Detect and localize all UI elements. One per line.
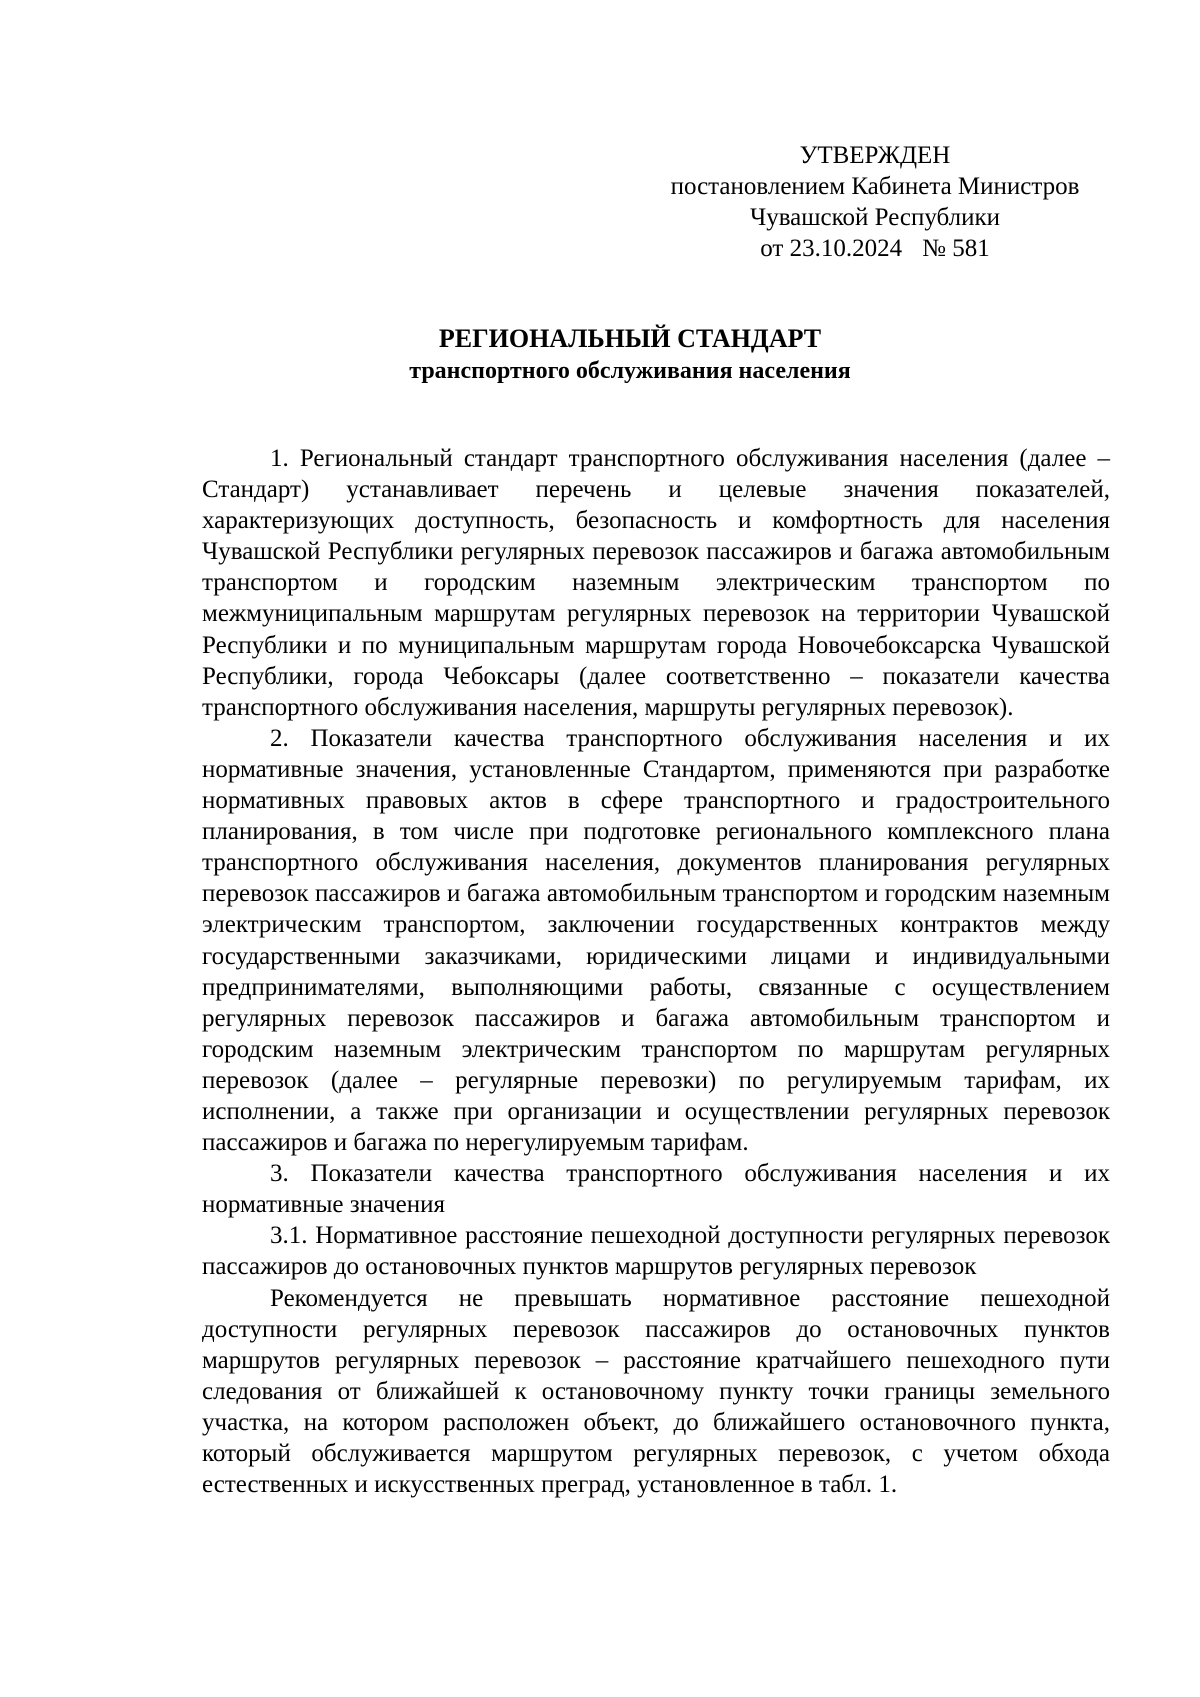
paragraph-2: 2. Показатели качества транспортного обслуживания населения и их нормативные значения, установленные Стандартом, применяются при разработке нормативных правовых актов в сфере транспортного и градостроительного планирования, в том числе при подготовке регионального комплексного плана транспортного обслуживания населения, документов планирования регулярных перевозок пассажиров и багажа автомобильным транспортом и городским наземным электрическим транспортом, заключении государственных контрактов между государственными заказчиками, юридическими лицами и индивидуальными предпринимателями, выполняющими работы, связанные с осуществлением регулярных перевозок пассажиров и багажа автомобильным транспортом и городским наземным электрическим транспортом по маршрутам регулярных перевозок (далее – регулярные перевозки) по регулируемым тарифам, их исполнении, а также при организации и осуществлении регулярных перевозок пассажиров и багажа по нерегулируемым тарифам. [202,724,1110,1157]
approval-republic: Чувашской Республики [749,204,1001,231]
document-subtitle: транспортного обслуживания населения [409,358,851,384]
paragraph-1: 1. Региональный стандарт транспортного обслуживания населения (далее – Стандарт) устанавливает перечень и целевые значения показателей, характеризующих доступность, безопасность и комфортность для населения Чувашской Республики регулярных перевозок пассажиров и багажа автомобильным транспортом и городским наземным электрическим транспортом по межмуниципальным маршрутам регулярных перевозок на территории Чувашской Республики и по муниципальным маршрутам города Новочебоксарска Чувашской Республики, города Чебоксары (далее соответственно – показатели качества транспортного обслуживания населения, маршруты регулярных перевозок). [202,445,1110,721]
approval-number: № 581 [922,235,990,262]
approval-date: от 23.10.2024 [760,235,903,262]
approval-issuer: постановлением Кабинета Министров [670,173,1080,200]
document-title-block [0,322,1200,386]
approval-date-number [640,233,1110,264]
approval-heading: УТВЕРЖДЕН [799,142,951,169]
paragraph-3-1: 3.1. Нормативное расстояние пешеходной доступности регулярных перевозок пассажиров до остановочных пунктов маршрутов регулярных перевозок [202,1222,1110,1281]
document-title: РЕГИОНАЛЬНЫЙ СТАНДАРТ [438,324,822,353]
paragraph-3: 3. Показатели качества транспортного обслуживания населения и их нормативные значения [202,1160,1110,1219]
paragraph-recommendation: Рекомендуется не превышать нормативное расстояние пешеходной доступности регулярных перевозок пассажиров до остановочных пунктов маршрутов регулярных перевозок – расстояние кратчайшего пешеходного пути следования от ближайшей к остановочному пункту точки границы земельного участка, на котором расположен объект, до ближайшего остановочного пункта, который обслуживается маршрутом регулярных перевозок, с учетом обхода естественных и искусственных преград, установленное в табл. 1. [202,1284,1110,1499]
document-body [202,443,1110,1500]
approval-stamp [640,140,1110,264]
